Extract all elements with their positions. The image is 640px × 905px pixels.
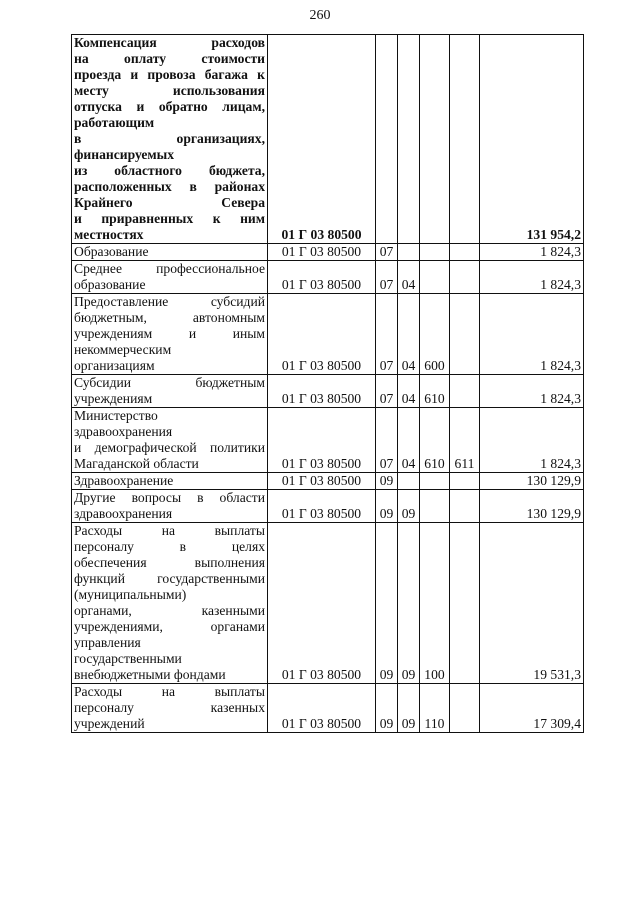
subsection-cell <box>398 35 420 244</box>
item-name-line: расположенных в районах <box>74 179 265 194</box>
item-name-line: внебюджетными фондами <box>74 667 226 682</box>
section-cell: 07 <box>376 261 398 294</box>
expense-subtype-cell <box>450 375 480 408</box>
expense-subtype-cell <box>450 244 480 261</box>
item-name-line: работающим <box>74 115 155 130</box>
item-name-line: Образование <box>74 244 149 259</box>
item-name-line: персоналу казенных <box>74 700 265 715</box>
item-name-line: отпуска и обратно лицам, <box>74 99 265 114</box>
item-name-line: персоналу в целях <box>74 539 265 554</box>
code-cell: 01 Г 03 80500 <box>268 408 376 473</box>
budget-table-body <box>72 35 584 733</box>
item-name-line: Расходы на выплаты <box>74 523 265 538</box>
expense-subtype-cell: 611 <box>450 408 480 473</box>
amount-cell: 1 824,3 <box>480 261 584 294</box>
table-row <box>72 375 584 408</box>
expense-type-cell: 610 <box>420 408 450 473</box>
item-name-cell <box>72 261 268 294</box>
subsection-cell <box>398 473 420 490</box>
code-cell: 01 Г 03 80500 <box>268 375 376 408</box>
section-cell <box>376 35 398 244</box>
table-row <box>72 473 584 490</box>
subsection-cell: 09 <box>398 523 420 684</box>
item-name-line: в организациях, <box>74 131 265 146</box>
section-cell: 07 <box>376 244 398 261</box>
item-name-line: образование <box>74 277 146 292</box>
item-name-line: и демографической политики <box>74 440 265 455</box>
table-row <box>72 261 584 294</box>
amount-cell: 17 309,4 <box>480 684 584 733</box>
amount-cell: 1 824,3 <box>480 408 584 473</box>
item-name-line: Магаданской области <box>74 456 199 471</box>
amount-cell: 131 954,2 <box>480 35 584 244</box>
item-name-cell <box>72 408 268 473</box>
item-name-line: учреждениям <box>74 391 153 406</box>
item-name-cell <box>72 684 268 733</box>
item-name-line: и приравненных к ним <box>74 211 265 226</box>
expense-subtype-cell <box>450 473 480 490</box>
amount-cell: 1 824,3 <box>480 375 584 408</box>
subsection-cell: 04 <box>398 261 420 294</box>
item-name-line: органами, казенными <box>74 603 265 618</box>
subsection-cell: 04 <box>398 375 420 408</box>
item-name-cell <box>72 375 268 408</box>
subsection-cell: 09 <box>398 490 420 523</box>
item-name-line: здравоохранения <box>74 506 173 521</box>
amount-cell: 130 129,9 <box>480 490 584 523</box>
item-name-line: месту использования <box>74 83 265 98</box>
item-name-line: организациям <box>74 358 155 373</box>
code-cell: 01 Г 03 80500 <box>268 684 376 733</box>
item-name-line: бюджетным, автономным <box>74 310 265 325</box>
table-row <box>72 408 584 473</box>
amount-cell: 1 824,3 <box>480 294 584 375</box>
section-cell: 07 <box>376 294 398 375</box>
expense-subtype-cell <box>450 294 480 375</box>
item-name-line: Здравоохранение <box>74 473 174 488</box>
section-cell: 07 <box>376 408 398 473</box>
expense-subtype-cell <box>450 684 480 733</box>
table-row <box>72 684 584 733</box>
item-name-line: из областного бюджета, <box>74 163 265 178</box>
item-name-line: обеспечения выполнения <box>74 555 265 570</box>
item-name-line: Крайнего Севера <box>74 195 265 210</box>
expense-type-cell: 110 <box>420 684 450 733</box>
amount-cell: 19 531,3 <box>480 523 584 684</box>
code-cell: 01 Г 03 80500 <box>268 523 376 684</box>
code-cell: 01 Г 03 80500 <box>268 490 376 523</box>
item-name-cell <box>72 244 268 261</box>
code-cell: 01 Г 03 80500 <box>268 294 376 375</box>
expense-type-cell: 610 <box>420 375 450 408</box>
item-name-cell <box>72 473 268 490</box>
item-name-line: на оплату стоимости <box>74 51 265 66</box>
code-cell: 01 Г 03 80500 <box>268 473 376 490</box>
expense-type-cell: 100 <box>420 523 450 684</box>
item-name-line: Предоставление субсидий <box>74 294 265 309</box>
item-name-line: некоммерческим <box>74 342 172 357</box>
item-name-line: управления <box>74 635 141 650</box>
item-name-cell <box>72 35 268 244</box>
item-name-cell <box>72 523 268 684</box>
item-name-cell <box>72 294 268 375</box>
subsection-cell <box>398 244 420 261</box>
page-number: 260 <box>309 8 331 23</box>
table-row <box>72 244 584 261</box>
code-cell: 01 Г 03 80500 <box>268 261 376 294</box>
expense-subtype-cell <box>450 523 480 684</box>
item-name-line: проезда и провоза багажа к <box>74 67 265 82</box>
item-name-line: местностях <box>74 227 144 242</box>
expense-subtype-cell <box>450 261 480 294</box>
expense-type-cell <box>420 261 450 294</box>
item-name-line: здравоохранения <box>74 424 173 439</box>
item-name-line: государственными <box>74 651 182 666</box>
item-name-line: функций государственными <box>74 571 265 586</box>
expense-type-cell <box>420 473 450 490</box>
section-cell: 09 <box>376 523 398 684</box>
subsection-cell: 04 <box>398 408 420 473</box>
item-name-line: Компенсация расходов <box>74 35 265 50</box>
expense-type-cell: 600 <box>420 294 450 375</box>
item-name-line: учреждений <box>74 716 145 731</box>
subsection-cell: 09 <box>398 684 420 733</box>
amount-cell: 130 129,9 <box>480 473 584 490</box>
item-name-line: учреждениями, органами <box>74 619 265 634</box>
item-name-line: Расходы на выплаты <box>74 684 265 699</box>
expense-type-cell <box>420 490 450 523</box>
section-cell: 09 <box>376 684 398 733</box>
item-name-line: Министерство <box>74 408 158 423</box>
item-name-cell <box>72 490 268 523</box>
subsection-cell: 04 <box>398 294 420 375</box>
item-name-line: Другие вопросы в области <box>74 490 265 505</box>
section-cell: 07 <box>376 375 398 408</box>
table-row <box>72 523 584 684</box>
item-name-line: финансируемых <box>74 147 175 162</box>
item-name-line: Субсидии бюджетным <box>74 375 265 390</box>
item-name-line: учреждениям и иным <box>74 326 265 341</box>
budget-table <box>71 34 584 733</box>
expense-type-cell <box>420 35 450 244</box>
item-name-line: (муниципальными) <box>74 587 187 602</box>
code-cell: 01 Г 03 80500 <box>268 244 376 261</box>
amount-cell: 1 824,3 <box>480 244 584 261</box>
table-row <box>72 294 584 375</box>
table-row <box>72 35 584 244</box>
expense-subtype-cell <box>450 35 480 244</box>
code-cell: 01 Г 03 80500 <box>268 35 376 244</box>
item-name-line: Среднее профессиональное <box>74 261 265 276</box>
expense-subtype-cell <box>450 490 480 523</box>
section-cell: 09 <box>376 490 398 523</box>
table-row <box>72 490 584 523</box>
section-cell: 09 <box>376 473 398 490</box>
expense-type-cell <box>420 244 450 261</box>
